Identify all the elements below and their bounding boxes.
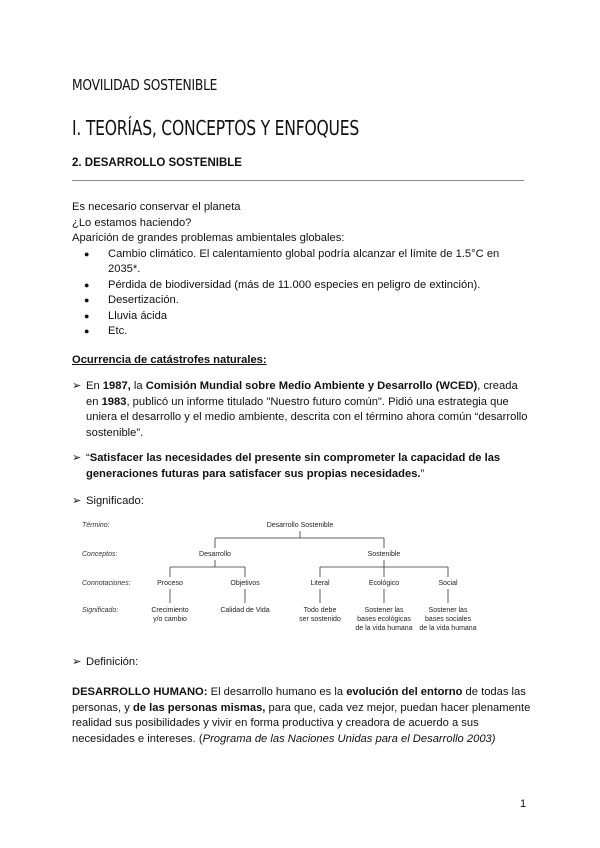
list-item: ● Lluvia ácida [108,309,528,325]
diagram-meaning: bases ecológicas [357,616,411,623]
section-title: I. TEORÍAS, CONCEPTOS Y ENFOQUES [72,116,360,140]
arrow-item-significado [72,494,532,510]
arrow-item-text: En 1987, la Comisión Mundial sobre Medio Ambiente y Desarrollo (WCED), creada en 1983, publicó un informe titulado "Nuestro futuro común". Pidió una estrategia que uniera el desarrollo y el medio ambiente, descrita con el término ahora común “desarrollo sostenible”. [86,380,528,439]
intro-block [72,200,532,340]
diagram-meaning: Todo debe [303,607,337,614]
arrow-item-quote [72,451,532,482]
diagram-meaning: de la vida humana [355,625,413,632]
page-number: 1 [520,798,527,810]
arrow-item-wced [72,379,532,441]
diagram-concept: Desarrollo [199,551,231,558]
diagram-term: Desarrollo Sostenible [266,522,334,529]
diagram-meaning: Sostener las [428,607,468,614]
diagram-meaning: bases sociales [425,616,471,623]
diagram-meaning: Sostener las [364,607,404,614]
horizontal-rule [72,180,524,181]
list-item: ● Desertización. [108,293,528,309]
diagram-meaning: ser sostenido [299,616,341,623]
diagram-connotation: Social [438,580,458,587]
human-development-definition [72,685,532,747]
row-label: Conceptos: [82,551,118,558]
diagram-meaning: y/o cambio [153,616,187,623]
diagram-connotation: Objetivos [230,580,260,587]
row-label: Término: [82,522,110,529]
diagram-connotation: Ecológico [368,580,400,587]
problems-list [72,247,528,340]
sustainable-development-diagram [82,512,502,642]
document-title: MOVILIDAD SOSTENIBLE [72,76,218,94]
arrow-item-definicion [72,655,532,671]
arrow-bullet-icon: ➢ [72,656,82,668]
diagram-connotation: Proceso [157,580,183,587]
definition-paragraph: DESARROLLO HUMANO: El desarrollo humano es la evolución del entorno de todas las personas, y de las personas mismas, para que, cada vez mejor, puedan hacer plenamente realidad sus posibilidades y vivir en forma productiva y creadora de acuerdo a sus necesidades e intereses. (Programa de las Naciones Unidas para el Desarrollo 2003) [72,686,531,745]
arrow-item-text: Definición: [86,656,139,668]
diagram-connotation: Literal [310,580,330,587]
arrow-bullet-icon: ➢ [72,380,82,392]
arrow-item-text: “Satisfacer las necesidades del presente sin comprometer la capacidad de las generaciones futuras para satisfacer sus propias necesidades.” [86,452,501,480]
row-label: Significado: [82,607,119,614]
diagram-svg [82,512,502,642]
list-item: ● Pérdida de biodiversidad (más de 11.000 especies en peligro de extinción). [108,278,528,294]
diagram-concept: Sostenible [367,551,401,558]
intro-line: Aparición de grandes problemas ambientales globales: [72,232,345,244]
row-label: Connotaciones: [82,580,131,587]
diagram-meaning: de la vida humana [419,625,477,632]
arrow-bullet-icon: ➢ [72,495,82,507]
arrow-item-text: Significado: [86,495,144,507]
diagram-meaning: Calidad de Vida [220,607,270,614]
list-item: ● Etc. [108,324,528,340]
intro-line: ¿Lo estamos haciendo? [72,216,192,229]
arrow-bullet-icon: ➢ [72,452,82,464]
disasters-heading: Ocurrencia de catástrofes naturales: [72,354,267,366]
subsection-title: 2. DESARROLLO SOSTENIBLE [72,157,242,169]
intro-line: Es necesario conservar el planeta [72,201,241,213]
list-item: ● Cambio climático. El calentamiento global podría alcanzar el límite de 1.5°C en 2035*. [108,247,528,278]
diagram-meaning: Crecimiento [151,607,189,614]
